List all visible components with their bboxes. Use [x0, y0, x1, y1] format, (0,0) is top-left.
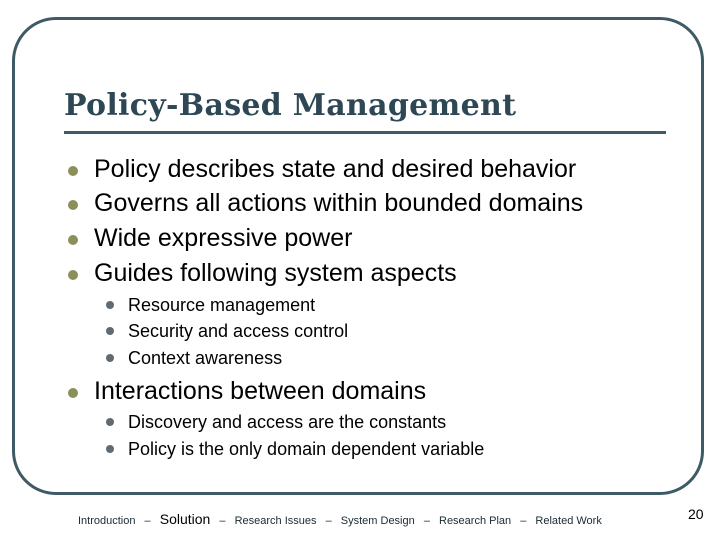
footer-separator: – [325, 515, 332, 527]
sub-bullet-item [106, 437, 666, 463]
footer-separator: – [144, 515, 151, 527]
bullet-text: Guides following system aspects [94, 259, 457, 287]
sub-bullet-text: Discovery and access are the constants [128, 412, 447, 432]
bullet-text: Governs all actions within bounded domains [94, 189, 584, 217]
bullet-item [66, 374, 666, 408]
sub-bullet-text: Resource management [128, 295, 316, 315]
footer-item-research-issues[interactable]: Research Issues [234, 515, 317, 527]
footer-item-research-plan[interactable]: Research Plan [439, 515, 512, 527]
sub-bullet-dot-icon [106, 327, 114, 335]
bullet-dot-icon [68, 235, 78, 245]
bullet-item [66, 256, 666, 290]
footer-item-system-design[interactable]: System Design [340, 515, 415, 527]
bullet-dot-icon [68, 270, 78, 280]
footer-separator: – [423, 515, 430, 527]
sub-bullet-text: Security and access control [128, 321, 349, 341]
sub-bullet-item [106, 346, 666, 372]
sub-bullet-text: Context awareness [128, 348, 283, 368]
sub-bullet-item [106, 293, 666, 319]
page-number: 20 [688, 506, 704, 522]
sub-bullet-item [106, 319, 666, 345]
bullet-dot-icon [68, 388, 78, 398]
footer-item-introduction[interactable]: Introduction [78, 515, 136, 527]
sub-bullet-dot-icon [106, 418, 114, 426]
bullet-dot-icon [68, 166, 78, 176]
sub-bullet-dot-icon [106, 445, 114, 453]
footer-separator: – [520, 515, 527, 527]
sub-bullet-item [106, 410, 666, 436]
footer-item-solution[interactable]: Solution [159, 511, 211, 527]
sub-bullet-dot-icon [106, 301, 114, 309]
bullet-item [66, 221, 666, 255]
footer-item-related-work[interactable]: Related Work [535, 515, 602, 527]
footer-nav [78, 510, 602, 530]
bullet-text: Wide expressive power [94, 224, 353, 252]
bullet-dot-icon [68, 200, 78, 210]
sub-bullet-text: Policy is the only domain dependent variable [128, 439, 485, 459]
footer-separator: – [219, 515, 226, 527]
bullet-text: Policy describes state and desired behavior [94, 155, 577, 183]
bullet-item [66, 152, 666, 186]
bullet-text: Interactions between domains [94, 377, 427, 405]
sub-bullet-dot-icon [106, 354, 114, 362]
bullet-item [66, 186, 666, 220]
slide-title: Policy-Based Management [64, 88, 517, 123]
